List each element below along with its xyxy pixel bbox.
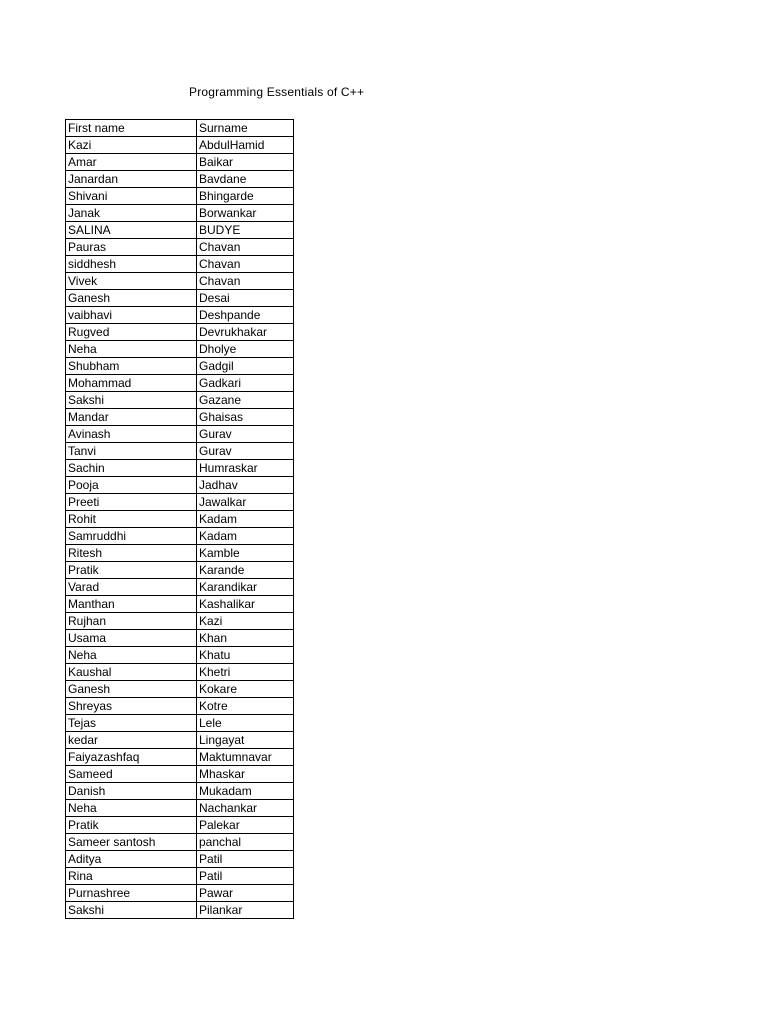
table-row <box>66 477 294 494</box>
table-row <box>66 545 294 562</box>
first-name-cell: Janardan <box>66 171 197 188</box>
table-row <box>66 460 294 477</box>
surname-cell: Khetri <box>197 664 294 681</box>
surname-cell: AbdulHamid <box>197 137 294 154</box>
surname-cell: Deshpande <box>197 307 294 324</box>
first-name-cell: Rohit <box>66 511 197 528</box>
first-name-cell: Ganesh <box>66 290 197 307</box>
surname-cell: Jawalkar <box>197 494 294 511</box>
first-name-cell: Varad <box>66 579 197 596</box>
surname-cell: Lingayat <box>197 732 294 749</box>
table-row <box>66 681 294 698</box>
document-title: Programming Essentials of C++ <box>189 85 365 99</box>
surname-cell: Khatu <box>197 647 294 664</box>
surname-cell: Lele <box>197 715 294 732</box>
surname-cell: Mhaskar <box>197 766 294 783</box>
surname-cell: Kotre <box>197 698 294 715</box>
surname-cell: Gadgil <box>197 358 294 375</box>
header-first-name: First name <box>66 120 197 137</box>
table-row <box>66 783 294 800</box>
table-row <box>66 851 294 868</box>
first-name-cell: Danish <box>66 783 197 800</box>
surname-cell: Bhingarde <box>197 188 294 205</box>
surname-cell: Kazi <box>197 613 294 630</box>
first-name-cell: vaibhavi <box>66 307 197 324</box>
table-row <box>66 868 294 885</box>
table-row <box>66 579 294 596</box>
surname-cell: Desai <box>197 290 294 307</box>
first-name-cell: Manthan <box>66 596 197 613</box>
surname-cell: Karande <box>197 562 294 579</box>
first-name-cell: Sakshi <box>66 902 197 919</box>
table-row <box>66 834 294 851</box>
header-surname: Surname <box>197 120 294 137</box>
table-row <box>66 715 294 732</box>
table-row <box>66 307 294 324</box>
table-row <box>66 766 294 783</box>
first-name-cell: Shivani <box>66 188 197 205</box>
table-row <box>66 732 294 749</box>
table-row <box>66 154 294 171</box>
surname-cell: Nachankar <box>197 800 294 817</box>
table-row <box>66 817 294 834</box>
table-row <box>66 341 294 358</box>
first-name-cell: Pooja <box>66 477 197 494</box>
first-name-cell: Mohammad <box>66 375 197 392</box>
roster-body <box>66 120 294 919</box>
surname-cell: Borwankar <box>197 205 294 222</box>
first-name-cell: Neha <box>66 800 197 817</box>
first-name-cell: Neha <box>66 341 197 358</box>
first-name-cell: Purnashree <box>66 885 197 902</box>
table-row <box>66 885 294 902</box>
table-row <box>66 273 294 290</box>
first-name-cell: Janak <box>66 205 197 222</box>
surname-cell: Palekar <box>197 817 294 834</box>
surname-cell: Gadkari <box>197 375 294 392</box>
surname-cell: Kadam <box>197 528 294 545</box>
first-name-cell: Tanvi <box>66 443 197 460</box>
table-row <box>66 358 294 375</box>
surname-cell: Chavan <box>197 256 294 273</box>
surname-cell: Pawar <box>197 885 294 902</box>
surname-cell: Pilankar <box>197 902 294 919</box>
first-name-cell: Rina <box>66 868 197 885</box>
first-name-cell: Pauras <box>66 239 197 256</box>
table-row <box>66 443 294 460</box>
table-row <box>66 171 294 188</box>
table-row <box>66 222 294 239</box>
first-name-cell: Shreyas <box>66 698 197 715</box>
first-name-cell: Aditya <box>66 851 197 868</box>
first-name-cell: Shubham <box>66 358 197 375</box>
first-name-cell: kedar <box>66 732 197 749</box>
surname-cell: Ghaisas <box>197 409 294 426</box>
table-row <box>66 239 294 256</box>
table-row <box>66 290 294 307</box>
surname-cell: Kadam <box>197 511 294 528</box>
table-row <box>66 528 294 545</box>
first-name-cell: Pratik <box>66 562 197 579</box>
first-name-cell: Rugved <box>66 324 197 341</box>
table-row <box>66 205 294 222</box>
surname-cell: panchal <box>197 834 294 851</box>
surname-cell: Gurav <box>197 443 294 460</box>
first-name-cell: Ritesh <box>66 545 197 562</box>
surname-cell: Karandikar <box>197 579 294 596</box>
surname-cell: Khan <box>197 630 294 647</box>
table-row <box>66 188 294 205</box>
first-name-cell: Neha <box>66 647 197 664</box>
surname-cell: Dholye <box>197 341 294 358</box>
first-name-cell: Usama <box>66 630 197 647</box>
first-name-cell: Sachin <box>66 460 197 477</box>
first-name-cell: Sakshi <box>66 392 197 409</box>
first-name-cell: Faiyazashfaq <box>66 749 197 766</box>
table-row <box>66 511 294 528</box>
first-name-cell: Ganesh <box>66 681 197 698</box>
table-row <box>66 256 294 273</box>
table-row <box>66 664 294 681</box>
surname-cell: Patil <box>197 868 294 885</box>
table-row <box>66 137 294 154</box>
surname-cell: Kashalikar <box>197 596 294 613</box>
first-name-cell: Samruddhi <box>66 528 197 545</box>
first-name-cell: Kaushal <box>66 664 197 681</box>
table-row <box>66 324 294 341</box>
surname-cell: Maktumnavar <box>197 749 294 766</box>
table-row <box>66 800 294 817</box>
surname-cell: Humraskar <box>197 460 294 477</box>
first-name-cell: Rujhan <box>66 613 197 630</box>
table-row <box>66 613 294 630</box>
surname-cell: Chavan <box>197 273 294 290</box>
first-name-cell: Tejas <box>66 715 197 732</box>
table-row <box>66 409 294 426</box>
first-name-cell: Preeti <box>66 494 197 511</box>
first-name-cell: SALINA <box>66 222 197 239</box>
first-name-cell: Sameed <box>66 766 197 783</box>
table-header-row <box>66 120 294 137</box>
table-row <box>66 562 294 579</box>
first-name-cell: siddhesh <box>66 256 197 273</box>
surname-cell: Kokare <box>197 681 294 698</box>
table-row <box>66 596 294 613</box>
first-name-cell: Mandar <box>66 409 197 426</box>
table-row <box>66 630 294 647</box>
surname-cell: Kamble <box>197 545 294 562</box>
surname-cell: BUDYE <box>197 222 294 239</box>
table-row <box>66 647 294 664</box>
surname-cell: Mukadam <box>197 783 294 800</box>
first-name-cell: Amar <box>66 154 197 171</box>
surname-cell: Gurav <box>197 426 294 443</box>
table-row <box>66 426 294 443</box>
student-roster-table <box>65 119 294 919</box>
table-row <box>66 698 294 715</box>
table-row <box>66 392 294 409</box>
surname-cell: Patil <box>197 851 294 868</box>
first-name-cell: Sameer santosh <box>66 834 197 851</box>
first-name-cell: Avinash <box>66 426 197 443</box>
surname-cell: Devrukhakar <box>197 324 294 341</box>
surname-cell: Jadhav <box>197 477 294 494</box>
first-name-cell: Kazi <box>66 137 197 154</box>
surname-cell: Chavan <box>197 239 294 256</box>
table-row <box>66 749 294 766</box>
first-name-cell: Pratik <box>66 817 197 834</box>
surname-cell: Gazane <box>197 392 294 409</box>
table-row <box>66 494 294 511</box>
surname-cell: Baikar <box>197 154 294 171</box>
table-row <box>66 375 294 392</box>
first-name-cell: Vivek <box>66 273 197 290</box>
table-row <box>66 902 294 919</box>
surname-cell: Bavdane <box>197 171 294 188</box>
